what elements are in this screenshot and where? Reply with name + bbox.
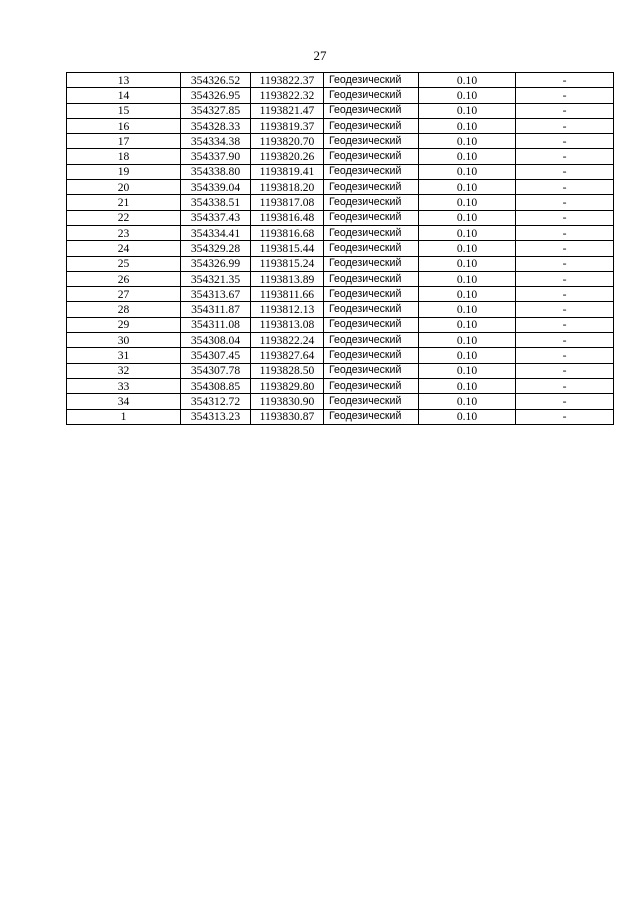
table-row xyxy=(67,363,614,378)
point-number: 17 xyxy=(67,134,181,149)
point-number: 31 xyxy=(67,348,181,363)
table-row xyxy=(67,73,614,88)
coordinate-y: 1193819.41 xyxy=(251,164,324,179)
point-number: 32 xyxy=(67,363,181,378)
coordinate-y: 1193815.24 xyxy=(251,256,324,271)
point-number: 23 xyxy=(67,225,181,240)
accuracy: 0.10 xyxy=(419,348,516,363)
accuracy: 0.10 xyxy=(419,118,516,133)
coordinate-x: 354326.52 xyxy=(181,73,251,88)
table-row xyxy=(67,180,614,195)
description: - xyxy=(516,317,614,332)
coordinate-x: 354334.38 xyxy=(181,134,251,149)
table-row xyxy=(67,317,614,332)
table-row xyxy=(67,333,614,348)
determination-method: Геодезический xyxy=(324,210,419,225)
determination-method: Геодезический xyxy=(324,134,419,149)
accuracy: 0.10 xyxy=(419,256,516,271)
determination-method: Геодезический xyxy=(324,287,419,302)
determination-method: Геодезический xyxy=(324,317,419,332)
accuracy: 0.10 xyxy=(419,88,516,103)
coordinate-y: 1193820.26 xyxy=(251,149,324,164)
description: - xyxy=(516,241,614,256)
accuracy: 0.10 xyxy=(419,103,516,118)
description: - xyxy=(516,363,614,378)
point-number: 14 xyxy=(67,88,181,103)
table-row xyxy=(67,378,614,393)
description: - xyxy=(516,210,614,225)
point-number: 29 xyxy=(67,317,181,332)
accuracy: 0.10 xyxy=(419,180,516,195)
description: - xyxy=(516,149,614,164)
coordinate-x: 354311.08 xyxy=(181,317,251,332)
coordinate-x: 354313.23 xyxy=(181,409,251,424)
description: - xyxy=(516,164,614,179)
accuracy: 0.10 xyxy=(419,378,516,393)
accuracy: 0.10 xyxy=(419,195,516,210)
description: - xyxy=(516,333,614,348)
accuracy: 0.10 xyxy=(419,225,516,240)
table-row xyxy=(67,118,614,133)
description: - xyxy=(516,394,614,409)
accuracy: 0.10 xyxy=(419,333,516,348)
table-row xyxy=(67,149,614,164)
coordinate-x: 354337.43 xyxy=(181,210,251,225)
point-number: 18 xyxy=(67,149,181,164)
determination-method: Геодезический xyxy=(324,394,419,409)
coordinate-y: 1193817.08 xyxy=(251,195,324,210)
table-row xyxy=(67,271,614,286)
point-number: 22 xyxy=(67,210,181,225)
coordinate-y: 1193829.80 xyxy=(251,378,324,393)
point-number: 25 xyxy=(67,256,181,271)
point-number: 34 xyxy=(67,394,181,409)
description: - xyxy=(516,88,614,103)
accuracy: 0.10 xyxy=(419,302,516,317)
accuracy: 0.10 xyxy=(419,149,516,164)
coordinate-y: 1193821.47 xyxy=(251,103,324,118)
table-row xyxy=(67,134,614,149)
accuracy: 0.10 xyxy=(419,363,516,378)
determination-method: Геодезический xyxy=(324,378,419,393)
coordinate-x: 354307.78 xyxy=(181,363,251,378)
coordinate-x: 354308.85 xyxy=(181,378,251,393)
coordinate-y: 1193822.24 xyxy=(251,333,324,348)
description: - xyxy=(516,271,614,286)
coordinates-table-body xyxy=(67,73,614,425)
coordinate-y: 1193813.89 xyxy=(251,271,324,286)
page-number: 27 xyxy=(313,48,327,63)
point-number: 1 xyxy=(67,409,181,424)
coordinate-y: 1193819.37 xyxy=(251,118,324,133)
table-row xyxy=(67,409,614,424)
coordinate-y: 1193828.50 xyxy=(251,363,324,378)
description: - xyxy=(516,256,614,271)
table-row xyxy=(67,241,614,256)
accuracy: 0.10 xyxy=(419,241,516,256)
coordinate-x: 354338.51 xyxy=(181,195,251,210)
determination-method: Геодезический xyxy=(324,88,419,103)
determination-method: Геодезический xyxy=(324,271,419,286)
determination-method: Геодезический xyxy=(324,118,419,133)
coordinate-y: 1193815.44 xyxy=(251,241,324,256)
coordinate-x: 354339.04 xyxy=(181,180,251,195)
coordinate-x: 354326.95 xyxy=(181,88,251,103)
determination-method: Геодезический xyxy=(324,363,419,378)
coordinate-x: 354329.28 xyxy=(181,241,251,256)
determination-method: Геодезический xyxy=(324,348,419,363)
accuracy: 0.10 xyxy=(419,287,516,302)
determination-method: Геодезический xyxy=(324,225,419,240)
description: - xyxy=(516,134,614,149)
point-number: 20 xyxy=(67,180,181,195)
coordinate-x: 354311.87 xyxy=(181,302,251,317)
determination-method: Геодезический xyxy=(324,241,419,256)
table-row xyxy=(67,103,614,118)
table-row xyxy=(67,348,614,363)
description: - xyxy=(516,287,614,302)
description: - xyxy=(516,409,614,424)
coordinate-y: 1193813.08 xyxy=(251,317,324,332)
determination-method: Геодезический xyxy=(324,73,419,88)
determination-method: Геодезический xyxy=(324,164,419,179)
coordinate-x: 354334.41 xyxy=(181,225,251,240)
coordinate-x: 354327.85 xyxy=(181,103,251,118)
coordinate-y: 1193818.20 xyxy=(251,180,324,195)
point-number: 24 xyxy=(67,241,181,256)
point-number: 30 xyxy=(67,333,181,348)
point-number: 27 xyxy=(67,287,181,302)
description: - xyxy=(516,348,614,363)
table-row xyxy=(67,225,614,240)
accuracy: 0.10 xyxy=(419,317,516,332)
coordinate-y: 1193822.32 xyxy=(251,88,324,103)
coordinate-y: 1193830.87 xyxy=(251,409,324,424)
description: - xyxy=(516,103,614,118)
accuracy: 0.10 xyxy=(419,210,516,225)
point-number: 15 xyxy=(67,103,181,118)
coordinate-y: 1193816.48 xyxy=(251,210,324,225)
coordinate-x: 354321.35 xyxy=(181,271,251,286)
table-row xyxy=(67,88,614,103)
coordinate-y: 1193827.64 xyxy=(251,348,324,363)
coordinate-x: 354307.45 xyxy=(181,348,251,363)
coordinate-x: 354328.33 xyxy=(181,118,251,133)
coordinate-y: 1193812.13 xyxy=(251,302,324,317)
table-row xyxy=(67,256,614,271)
coordinate-x: 354338.80 xyxy=(181,164,251,179)
coordinate-y: 1193820.70 xyxy=(251,134,324,149)
point-number: 21 xyxy=(67,195,181,210)
table-row xyxy=(67,164,614,179)
determination-method: Геодезический xyxy=(324,180,419,195)
accuracy: 0.10 xyxy=(419,409,516,424)
coordinate-x: 354326.99 xyxy=(181,256,251,271)
coordinate-y: 1193816.68 xyxy=(251,225,324,240)
point-number: 19 xyxy=(67,164,181,179)
accuracy: 0.10 xyxy=(419,271,516,286)
table-row xyxy=(67,287,614,302)
description: - xyxy=(516,225,614,240)
coordinate-y: 1193830.90 xyxy=(251,394,324,409)
point-number: 33 xyxy=(67,378,181,393)
determination-method: Геодезический xyxy=(324,103,419,118)
point-number: 28 xyxy=(67,302,181,317)
determination-method: Геодезический xyxy=(324,195,419,210)
description: - xyxy=(516,73,614,88)
coordinate-x: 354308.04 xyxy=(181,333,251,348)
description: - xyxy=(516,180,614,195)
description: - xyxy=(516,195,614,210)
accuracy: 0.10 xyxy=(419,134,516,149)
accuracy: 0.10 xyxy=(419,394,516,409)
coordinate-x: 354313.67 xyxy=(181,287,251,302)
determination-method: Геодезический xyxy=(324,149,419,164)
coordinate-x: 354312.72 xyxy=(181,394,251,409)
determination-method: Геодезический xyxy=(324,333,419,348)
description: - xyxy=(516,378,614,393)
determination-method: Геодезический xyxy=(324,409,419,424)
table-row xyxy=(67,302,614,317)
table-row xyxy=(67,394,614,409)
coordinates-table xyxy=(66,72,614,425)
description: - xyxy=(516,118,614,133)
accuracy: 0.10 xyxy=(419,73,516,88)
coordinate-y: 1193822.37 xyxy=(251,73,324,88)
point-number: 16 xyxy=(67,118,181,133)
table-row xyxy=(67,195,614,210)
point-number: 13 xyxy=(67,73,181,88)
table-row xyxy=(67,210,614,225)
coordinate-y: 1193811.66 xyxy=(251,287,324,302)
coordinate-x: 354337.90 xyxy=(181,149,251,164)
determination-method: Геодезический xyxy=(324,256,419,271)
point-number: 26 xyxy=(67,271,181,286)
accuracy: 0.10 xyxy=(419,164,516,179)
description: - xyxy=(516,302,614,317)
determination-method: Геодезический xyxy=(324,302,419,317)
